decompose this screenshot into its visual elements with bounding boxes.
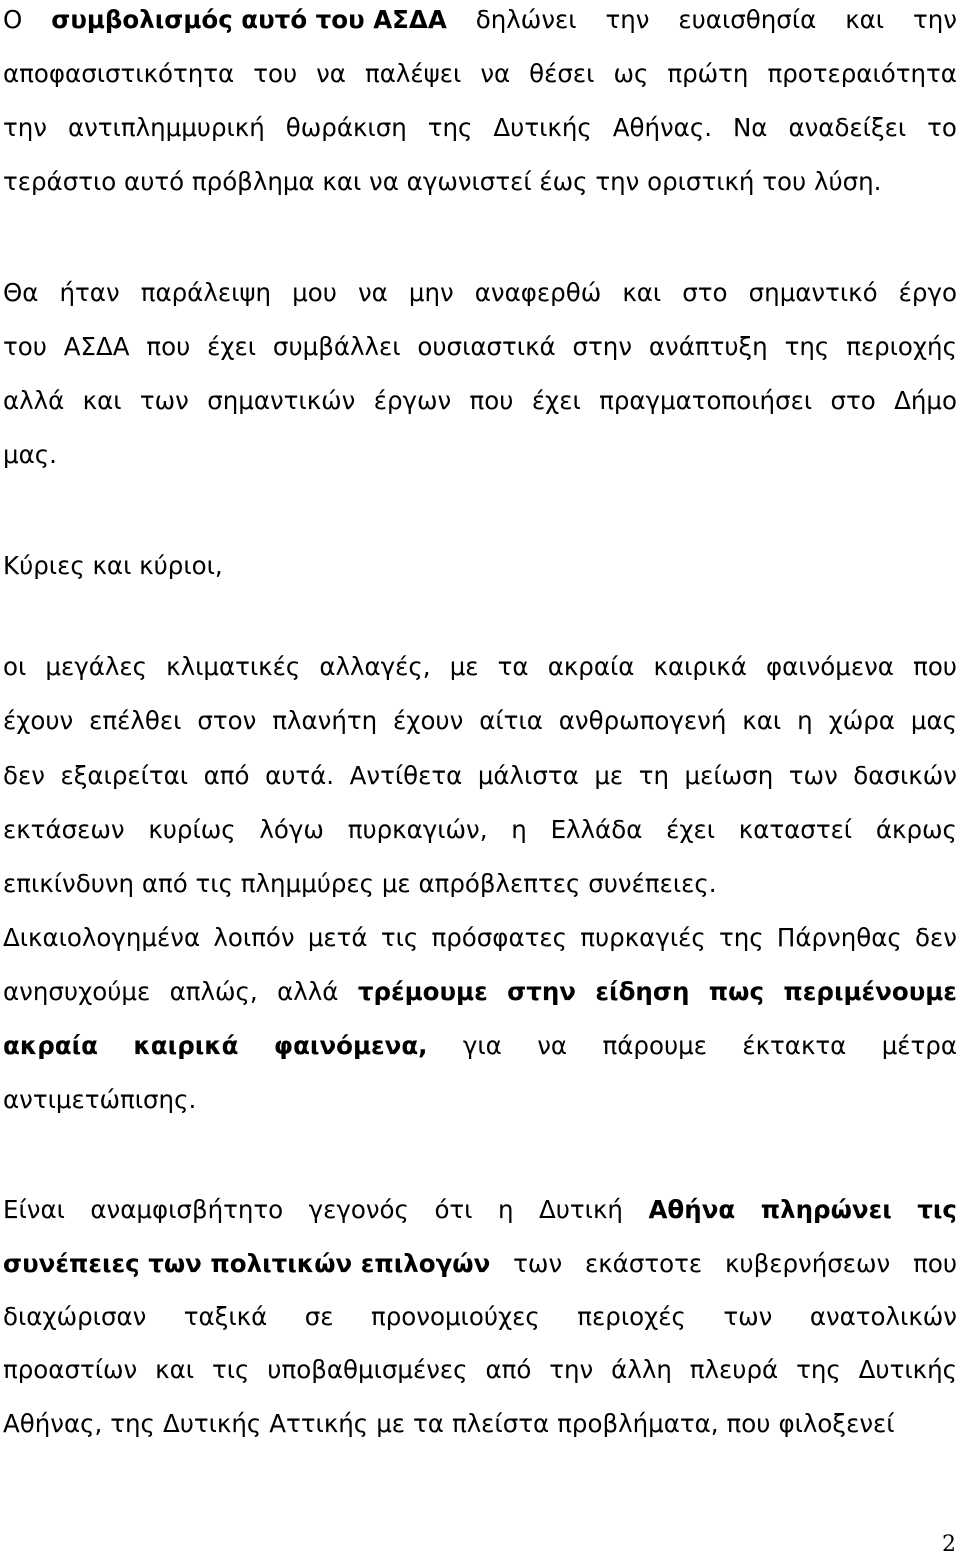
text-run: την (549, 1355, 594, 1384)
text-run: και (82, 386, 122, 415)
text-run: λόγω (259, 815, 324, 844)
text-line (3, 374, 957, 428)
text-line (3, 1073, 957, 1127)
text-run: μας. (3, 440, 57, 469)
bold-text: πως (708, 977, 764, 1006)
text-run: Δυτικής (493, 113, 592, 142)
bold-text: στην (507, 977, 576, 1006)
text-line (3, 539, 957, 593)
text-run: έχει (666, 815, 716, 844)
text-run: του (3, 332, 47, 361)
text-run: η (797, 706, 813, 735)
text-run: μετά (307, 923, 368, 952)
text-run: πρόσφατες (431, 923, 567, 952)
text-run: οι (3, 652, 27, 681)
text-run: στο (830, 386, 876, 415)
text-run: της (784, 332, 830, 361)
text-run: αναφερθώ (474, 278, 602, 307)
text-run: περιοχής (846, 332, 957, 361)
text-run: στον (197, 706, 257, 735)
text-run: να (480, 59, 511, 88)
text-run: έχουν (393, 706, 464, 735)
text-run: πλευρά (689, 1355, 779, 1384)
text-run: μείωση (684, 761, 774, 790)
text-run: Αθήνας, (3, 1409, 103, 1438)
text-run: σημαντικό (748, 278, 878, 307)
text-run: Πάρνηθας (776, 923, 902, 952)
text-run: και (622, 278, 662, 307)
text-run: Ελλάδα (550, 815, 643, 844)
text-run: πυρκαγιών, (347, 815, 488, 844)
text-run: τις (211, 1355, 250, 1384)
bold-text: περιμένουμε (783, 977, 957, 1006)
text-run: της (718, 923, 764, 952)
text-run: Δυτικής (858, 1355, 957, 1384)
text-run: δεν (3, 761, 45, 790)
text-run: Αθήνας. (612, 113, 712, 142)
text-run: έχουν (3, 706, 74, 735)
text-run: να (537, 1031, 568, 1060)
text-run: αλλαγές, (319, 652, 431, 681)
text-run: αλλά (277, 977, 339, 1006)
text-run: ως (613, 59, 649, 88)
text-run: από (485, 1355, 532, 1384)
text-run: σημαντικών (207, 386, 356, 415)
text-run: των (723, 1302, 773, 1331)
text-run: υποβαθμισμένες (267, 1355, 468, 1384)
text-run: αίτια (479, 706, 543, 735)
text-run: γεγονός (308, 1195, 409, 1224)
text-run: που (913, 652, 957, 681)
text-run: έχει (207, 332, 257, 361)
text-run: αναδείξει (788, 113, 907, 142)
text-run: έχει (531, 386, 581, 415)
text-run: Είναι (3, 1195, 65, 1224)
text-run: προτεραιότητα (767, 59, 957, 88)
text-run: με (376, 1409, 406, 1438)
text-run: αντιπλημμυρική (67, 113, 265, 142)
text-run: διαχώρισαν (3, 1302, 147, 1331)
text-run: αναμφισβήτητο (90, 1195, 284, 1224)
text-run: και (742, 706, 782, 735)
text-run: παράλειψη (140, 278, 272, 307)
text-run: Δικαιολογημένα (3, 923, 201, 952)
text-run: για (462, 1031, 502, 1060)
text-run: εκάστοτε (585, 1249, 703, 1278)
text-run: απλώς, (169, 977, 258, 1006)
text-run: σε (304, 1302, 334, 1331)
text-line (3, 857, 957, 911)
text-run: χώρα (828, 706, 895, 735)
text-run: αυτά. (265, 761, 335, 790)
text-run: επικίνδυνη από τις πλημμύρες με απρόβλεπτες συνέπειες. (3, 869, 717, 898)
text-run: μέτρα (881, 1031, 957, 1060)
text-run: Δυτική (539, 1195, 623, 1224)
text-run: συμβάλλει (272, 332, 401, 361)
text-run: την (913, 5, 957, 34)
text-run: Δήμο (894, 386, 957, 415)
text-run: ανθρωπογενή (558, 706, 727, 735)
text-run: έργων (373, 386, 452, 415)
text-run: Αττικής (269, 1409, 369, 1438)
text-run: ουσιαστικά (417, 332, 556, 361)
text-line (3, 266, 957, 320)
text-run: που (469, 386, 514, 415)
text-run: της (796, 1355, 841, 1384)
text-run: να (316, 59, 346, 88)
text-run: δεν (915, 923, 957, 952)
text-run: δασικών (853, 761, 957, 790)
text-line (3, 0, 957, 47)
text-run: περιοχές (577, 1302, 686, 1331)
text-run: προβλήματα, (557, 1409, 719, 1438)
bold-text: τρέμουμε (357, 977, 488, 1006)
text-run: καταστεί (738, 815, 853, 844)
text-run: Δυτικής (162, 1409, 262, 1438)
text-run: θωράκιση (285, 113, 407, 142)
text-run: των (513, 1249, 563, 1278)
bold-text: τις (917, 1195, 957, 1224)
text-line (3, 749, 957, 803)
text-run: μεγάλες (45, 652, 148, 681)
text-run: πλείστα (451, 1409, 550, 1438)
text-run: να (357, 278, 388, 307)
text-run: Να (732, 113, 768, 142)
text-run: πρώτη (667, 59, 749, 88)
text-run: εξαιρείται (60, 761, 189, 790)
text-run: τις (380, 923, 419, 952)
text-run: καιρικά (653, 652, 747, 681)
text-run: την (605, 5, 650, 34)
text-run: τα (497, 652, 529, 681)
text-run: την (3, 113, 47, 142)
text-run: Θα (3, 278, 39, 307)
text-line (3, 101, 957, 155)
text-run: κυρίως (148, 815, 236, 844)
text-run: με (449, 652, 479, 681)
text-run: των (788, 761, 838, 790)
bold-text: ακραία (3, 1031, 98, 1060)
text-run: μην (408, 278, 454, 307)
text-run: δηλώνει (475, 5, 577, 34)
text-run: προαστίων (3, 1355, 138, 1384)
text-run: της (110, 1409, 155, 1438)
text-run: αντιμετώπισης. (3, 1085, 197, 1114)
text-run: ταξικά (183, 1302, 268, 1331)
text-run: Αντίθετα (349, 761, 463, 790)
text-run: τα (413, 1409, 444, 1438)
text-run: κυβερνήσεων (724, 1249, 891, 1278)
text-line (3, 965, 957, 1019)
text-run: ευαισθησία (678, 5, 817, 34)
text-line (3, 1183, 957, 1237)
text-line (3, 803, 957, 857)
text-line (3, 1343, 957, 1397)
text-run: το (927, 113, 957, 142)
text-run: αποφασιστικότητα (3, 59, 235, 88)
text-run: άλλη (611, 1355, 672, 1384)
text-line (3, 640, 957, 694)
text-run: που (913, 1249, 957, 1278)
text-line (3, 155, 957, 209)
bold-text: συμβολισμός αυτό του ΑΣΔΑ (51, 5, 447, 34)
text-run: φιλοξενεί (778, 1409, 895, 1438)
text-run: του (253, 59, 298, 88)
text-run: πλανήτη (272, 706, 378, 735)
text-run: τη (638, 761, 669, 790)
bold-text: Αθήνα (648, 1195, 736, 1224)
bold-text: πληρώνει (760, 1195, 892, 1224)
bold-text: φαινόμενα, (273, 1031, 428, 1060)
text-run: αλλά (3, 386, 65, 415)
text-run: μας (910, 706, 957, 735)
text-run: θέσει (529, 59, 595, 88)
text-run: η (497, 1195, 514, 1224)
text-run: ανάπτυξη (648, 332, 768, 361)
text-run: μου (292, 278, 337, 307)
text-run: ανατολικών (809, 1302, 957, 1331)
text-run: μάλιστα (477, 761, 579, 790)
text-run: εκτάσεων (3, 815, 125, 844)
text-run: ΑΣΔΑ (63, 332, 130, 361)
bold-text: συνέπειες των πολιτικών επιλογών (3, 1249, 491, 1278)
text-run: των (139, 386, 189, 415)
text-run: φαινόμενα (765, 652, 894, 681)
text-line (3, 320, 957, 374)
text-run: από (203, 761, 250, 790)
text-run: στο (682, 278, 728, 307)
page-number: 2 (942, 1532, 956, 1557)
text-run: στην (572, 332, 633, 361)
text-run: τεράστιο αυτό πρόβλημα και να αγωνιστεί έως την οριστική του λύση. (3, 167, 882, 196)
text-run: που (146, 332, 191, 361)
text-run: της (427, 113, 473, 142)
text-run: παλέψει (364, 59, 462, 88)
text-line (3, 47, 957, 101)
text-line (3, 1237, 957, 1291)
text-line (3, 1397, 957, 1451)
text-run: άκρως (875, 815, 957, 844)
text-run: πραγματοποιήσει (599, 386, 813, 415)
text-run: Ο (3, 5, 23, 34)
text-run: που (726, 1409, 771, 1438)
text-run: κλιματικές (166, 652, 301, 681)
text-line (3, 694, 957, 748)
text-run: ακραία (547, 652, 635, 681)
text-run: Κύριες και κύριοι, (3, 551, 223, 580)
text-run: και (155, 1355, 195, 1384)
text-run: και (845, 5, 885, 34)
text-run: ανησυχούμε (3, 977, 151, 1006)
text-line (3, 1290, 957, 1344)
text-run: ήταν (59, 278, 120, 307)
text-run: πυρκαγιές (580, 923, 706, 952)
text-run: έργο (898, 278, 957, 307)
text-run: προνομιούχες (371, 1302, 540, 1331)
bold-text: είδηση (595, 977, 690, 1006)
text-run: επέλθει (89, 706, 182, 735)
text-run: η (511, 815, 527, 844)
text-run: λοιπόν (213, 923, 295, 952)
text-run: πάρουμε (602, 1031, 707, 1060)
text-line (3, 911, 957, 965)
text-run: ότι (434, 1195, 473, 1224)
text-line (3, 1019, 957, 1073)
text-line (3, 428, 957, 482)
bold-text: καιρικά (133, 1031, 239, 1060)
text-run: έκτακτα (742, 1031, 847, 1060)
text-run: με (594, 761, 624, 790)
